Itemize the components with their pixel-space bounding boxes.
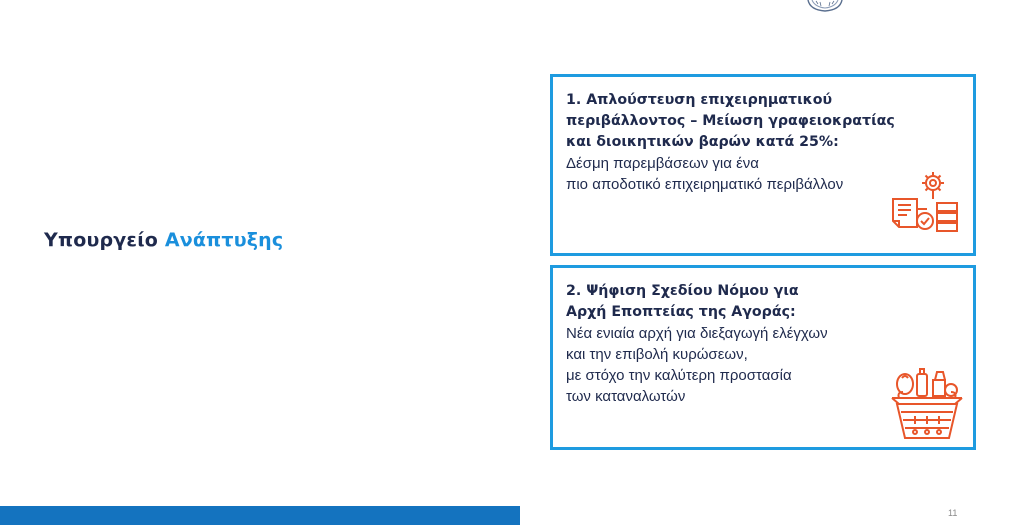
card-title-line: περιβάλλοντος – Μείωση γραφειοκρατίας	[566, 113, 895, 129]
initiative-card-simplification	[550, 74, 976, 256]
initiative-card-market-authority	[550, 265, 976, 450]
document-process-gear-icon	[889, 169, 961, 241]
card-body-line: και την επιβολή κυρώσεων,	[566, 346, 748, 363]
shopping-basket-icon	[889, 364, 965, 442]
page-number: 11	[948, 508, 958, 518]
footer-bar	[0, 506, 520, 525]
card-title-line: και διοικητικών βαρών κατά 25%:	[566, 134, 839, 150]
ministry-prefix: Υπουργείο	[44, 229, 159, 251]
card-body-line: Νέα ενιαία αρχή για διεξαγωγή ελέγχων	[566, 325, 828, 342]
card-body-line: πιο αποδοτικό επιχειρηματικό περιβάλλον	[566, 176, 844, 193]
ministry-title	[44, 229, 283, 251]
card-body-line: με στόχο την καλύτερη προστασία	[566, 367, 792, 384]
card-title-line: Αρχή Εποπτείας της Αγοράς:	[566, 304, 796, 320]
card-body-line: Δέσμη παρεμβάσεων για ένα	[566, 155, 759, 172]
card-title-line: 1. Απλούστευση επιχειρηματικού	[566, 92, 833, 108]
card-body-line: των καταναλωτών	[566, 388, 686, 405]
ministry-highlight: Ανάπτυξης	[164, 229, 284, 251]
greek-coat-of-arms-icon	[806, 0, 844, 12]
card-title-line: 2. Ψήφιση Σχεδίου Νόμου για	[566, 283, 799, 299]
